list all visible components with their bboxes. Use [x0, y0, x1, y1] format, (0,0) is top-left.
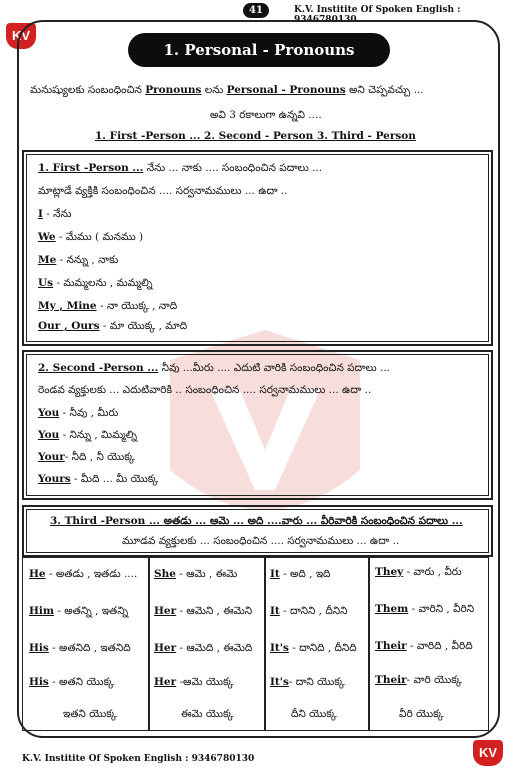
heading-text: నేను ... నాకు .... సంబంధించిన పదాలు ... — [143, 162, 323, 174]
table-cell — [270, 568, 330, 583]
pronoun-meaning: నన్ను , నాకు — [66, 254, 119, 266]
pronoun-meaning: నీవు , మీరు — [69, 407, 119, 419]
page-number: 41 — [243, 3, 269, 18]
heading-term: 2. Second -Person ... — [38, 362, 159, 374]
page-header — [0, 0, 518, 25]
pronoun-meaning: - దానిని , దీనిని — [279, 605, 348, 617]
pronoun-term: His — [29, 676, 49, 688]
heading-text: నీవు ...మీరు .... ఎదుటి వారికి సంబంధించిన పదాలు ... — [158, 362, 390, 374]
pronoun-meaning: నా యొక్క , నాది — [106, 300, 178, 312]
pronoun-meaning: మా యొక్క , మాది — [109, 320, 188, 332]
heading-term: 3. Third -Person ... — [50, 515, 160, 527]
third-person-subheading: మూడవ వ్యక్తులకు ... సంబంధించిన .... సర్వనామములు ... ఉదా .. — [122, 535, 400, 547]
pronoun-meaning: - అది , ఇది — [279, 568, 331, 580]
intro-text: అని చెప్పవచ్చు ... — [345, 84, 424, 96]
table-cell — [375, 566, 462, 581]
pronoun-meaning: ఈమె యొక్క — [181, 708, 234, 720]
pronoun-term: She — [154, 568, 176, 580]
pronoun-meaning: - వారిది , వీరిది — [406, 640, 473, 652]
pronoun-term: It's — [270, 642, 289, 654]
pronoun-term: Our , Ours — [38, 320, 100, 332]
table-column-he — [22, 557, 150, 731]
pronoun-term: Me — [38, 254, 57, 266]
pronoun-meaning: నీది , నీ యొక్క — [71, 451, 135, 463]
header-institute: K.V. Institite Of Spoken English : 9346780130 — [294, 5, 461, 25]
pronoun-term: Him — [29, 605, 55, 617]
pronoun-term: Them — [375, 603, 409, 615]
table-cell — [29, 676, 114, 691]
table-cell — [270, 605, 348, 620]
list-item — [38, 407, 118, 422]
heading-term: 1. First -Person ... — [38, 162, 144, 174]
pronoun-meaning: - ఆమె , ఈమె — [175, 568, 238, 580]
separator: - — [53, 277, 64, 289]
pronoun-meaning: - అతని యొక్క — [48, 676, 115, 688]
separator: - — [59, 429, 70, 441]
pronoun-meaning: -ఆమె యొక్క — [176, 676, 234, 688]
pronoun-term: I — [38, 208, 43, 220]
table-cell — [270, 642, 357, 657]
list-item — [38, 429, 137, 444]
pronoun-meaning: దీని యొక్క — [291, 708, 337, 720]
first-person-box — [22, 150, 493, 346]
pronoun-term: My , Mine — [38, 300, 97, 312]
first-person-subheading: మాట్లాడే వ్యక్తికి సంబంధించిన .... సర్వనామములు ... ఉదా .. — [38, 185, 288, 197]
pronoun-term: Their — [375, 640, 407, 652]
pronoun-meaning: ఇతని యొక్క — [63, 708, 117, 720]
page-title: 1. Personal - Pronouns — [128, 33, 390, 67]
intro-line-1 — [30, 84, 424, 99]
list-item — [38, 451, 135, 466]
table-cell — [375, 640, 473, 655]
table-cell — [63, 708, 117, 723]
pronoun-term: They — [375, 566, 404, 578]
pronoun-term: Her — [154, 676, 177, 688]
pronoun-term: Their — [375, 674, 407, 686]
pronoun-meaning: మమ్మలను , మమ్మల్ని — [63, 277, 153, 289]
pronoun-meaning: - అతనిది , ఇతనిది — [48, 642, 131, 654]
pronoun-meaning: - అతడు , ఇతడు .... — [45, 568, 138, 580]
pronoun-meaning: - ఆమెది , ఈమెది — [176, 642, 253, 654]
intro-text: లను — [201, 84, 227, 96]
pronoun-meaning: మేము ( మనము ) — [65, 231, 144, 243]
pronoun-meaning: వీరి యొక్క — [399, 708, 444, 720]
second-person-box — [22, 350, 493, 500]
list-item — [38, 473, 158, 488]
third-person-heading — [50, 515, 463, 530]
table-cell — [154, 642, 252, 657]
table-cell — [154, 568, 237, 583]
table-cell — [399, 708, 444, 723]
pronoun-term: It — [270, 605, 280, 617]
pronoun-meaning: - వారు , వీరు — [403, 566, 462, 578]
pronoun-meaning: - ఆమెని , ఈమెని — [176, 605, 253, 617]
pronoun-term: You — [38, 429, 60, 441]
heading-text: అతడు ... ఆమె ... అది ....వారు ... వీరివారికి సంబంధించిన పదాలు ... — [159, 515, 463, 527]
pronoun-meaning: - వారి యొక్క — [406, 674, 462, 686]
table-cell — [181, 708, 234, 723]
table-column-it — [264, 557, 370, 731]
pronoun-term: We — [38, 231, 56, 243]
pronoun-meaning: - దాని యొక్క — [288, 676, 345, 688]
pronoun-term: Your — [38, 451, 65, 463]
intro-term-personal-pronouns: Personal - Pronouns — [226, 84, 346, 96]
list-item — [38, 320, 187, 335]
pronoun-term: Her — [154, 642, 177, 654]
separator: - — [42, 208, 54, 220]
second-person-heading — [38, 362, 390, 377]
table-cell — [291, 708, 337, 723]
table-cell — [29, 642, 131, 657]
pronoun-term: It's — [270, 676, 289, 688]
pronoun-term: Her — [154, 605, 177, 617]
table-cell — [270, 676, 345, 691]
list-item — [38, 277, 152, 292]
separator: - — [99, 320, 110, 332]
separator: - — [64, 451, 72, 463]
intro-term-pronouns: Pronouns — [145, 84, 202, 96]
table-cell — [29, 568, 137, 583]
table-column-they — [368, 557, 489, 731]
intro-text: మనుష్యులకు సంబంధించిన — [30, 84, 146, 96]
third-person-table — [22, 557, 489, 729]
separator: - — [59, 407, 70, 419]
intro-line-2: అవి 3 రకాలుగా ఉన్నవి .... — [210, 109, 322, 121]
pronoun-meaning: మీది ... మీ యొక్క — [80, 473, 159, 485]
table-cell — [375, 603, 474, 618]
pronoun-meaning: నేను — [53, 208, 72, 220]
pronoun-meaning: - వారిని , వీరిని — [408, 603, 475, 615]
separator: - — [55, 231, 66, 243]
kv-logo-top: KV — [6, 23, 36, 49]
pronoun-term: It — [270, 568, 280, 580]
pronoun-meaning: - దానిది , దీనిది — [288, 642, 357, 654]
pronoun-term: He — [29, 568, 46, 580]
pronoun-meaning: నిన్ను , మిమ్మల్ని — [69, 429, 138, 441]
third-person-box — [22, 505, 493, 557]
intro-line-3: 1. First -Person ... 2. Second - Person 3. Third - Person — [95, 130, 416, 142]
table-cell — [29, 605, 128, 620]
pronoun-term: Yours — [38, 473, 71, 485]
pronoun-term: Us — [38, 277, 54, 289]
page-footer: K.V. Institite Of Spoken English : 9346780130 — [22, 754, 255, 764]
table-column-she — [148, 557, 266, 731]
pronoun-term: You — [38, 407, 60, 419]
table-cell — [375, 674, 462, 689]
pronoun-meaning: - అతన్ని , ఇతన్ని — [54, 605, 129, 617]
first-person-heading — [38, 162, 322, 177]
separator: - — [56, 254, 67, 266]
list-item — [38, 208, 72, 223]
list-item — [38, 254, 118, 269]
list-item — [38, 300, 177, 315]
separator: - — [96, 300, 107, 312]
pronoun-term: His — [29, 642, 49, 654]
table-cell — [154, 605, 252, 620]
kv-logo-bottom: KV — [473, 740, 503, 766]
table-cell — [154, 676, 234, 691]
separator: - — [70, 473, 81, 485]
second-person-subheading: రెండవ వ్యక్తులకు ... ఎదుటివారికి .. సంబంధించిన .... సర్వనామములు ... ఉదా .. — [38, 384, 372, 396]
list-item — [38, 231, 143, 246]
